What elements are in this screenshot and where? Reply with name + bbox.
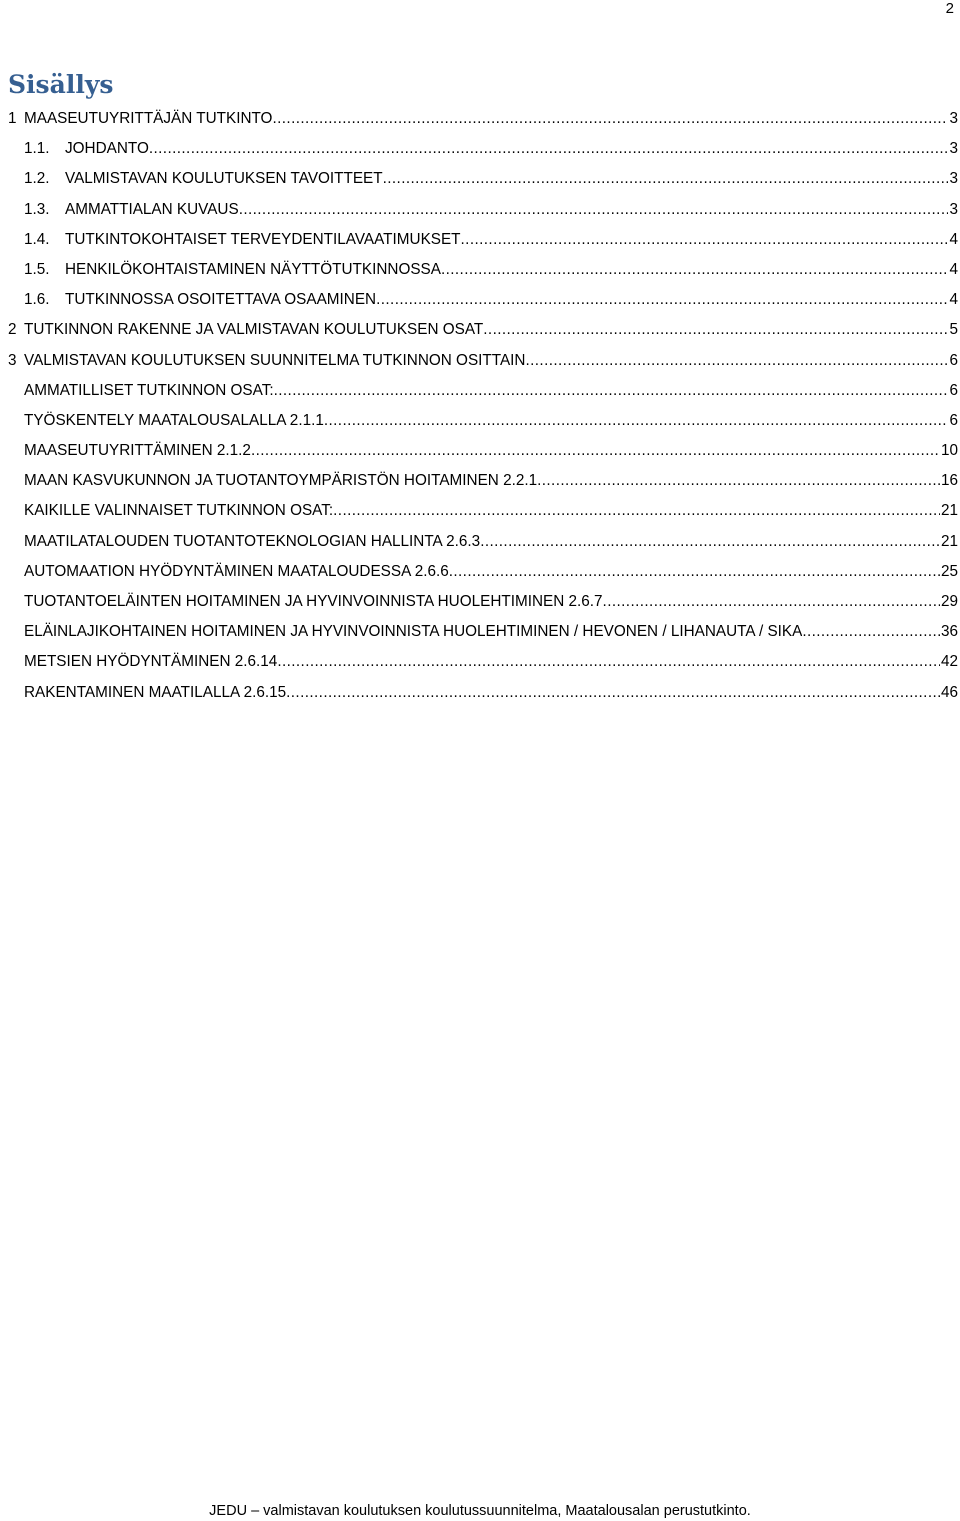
toc-entry-page: 5 (949, 321, 958, 339)
toc-entry[interactable] (8, 406, 958, 436)
toc-dot-leader (239, 195, 949, 225)
toc-dot-leader (333, 496, 940, 526)
toc-entry-title: TYÖSKENTELY MAATALOUSALALLA 2.1.1 (24, 411, 324, 429)
toc-dot-leader (324, 406, 949, 436)
toc-entry-title: TUTKINNOSSA OSOITETTAVA OSAAMINEN (65, 291, 377, 309)
toc-entry-number: 1.2. (24, 170, 50, 188)
toc-dot-leader (480, 527, 940, 557)
toc-entry[interactable] (8, 587, 958, 617)
toc-entry-title: KAIKILLE VALINNAISET TUTKINNON OSAT: (24, 502, 334, 520)
toc-entry[interactable] (8, 376, 958, 406)
toc-dot-leader (449, 557, 940, 587)
toc-entry-page: 36 (940, 623, 958, 641)
toc-entry[interactable] (8, 255, 958, 285)
toc-entry-page: 46 (940, 683, 958, 701)
toc-dot-leader (149, 134, 949, 164)
toc-entry-page: 4 (949, 230, 958, 248)
toc-dot-leader (274, 376, 949, 406)
toc-entry[interactable] (8, 557, 958, 587)
toc-entry[interactable] (8, 195, 958, 225)
toc-entry-title: MAASEUTUYRITTÄJÄN TUTKINTO (24, 110, 273, 127)
toc-entry-page: 6 (949, 381, 958, 399)
toc-entry-page: 3 (949, 140, 958, 158)
page-footer: JEDU – valmistavan koulutuksen koulutussuunnitelma, Maatalousalan perustutkinto. (209, 1503, 751, 1519)
toc-entry[interactable] (8, 315, 958, 345)
toc-entry-page: 4 (949, 291, 958, 309)
toc-dot-leader (483, 315, 948, 345)
toc-entry-number: 1.4. (24, 230, 50, 248)
toc-dot-leader (603, 587, 940, 617)
toc-entry[interactable] (8, 225, 958, 255)
toc-dot-leader (286, 678, 940, 708)
toc-entry-title: MAAN KASVUKUNNON JA TUOTANTOYMPÄRISTÖN HOITAMINEN 2.2.1 (24, 472, 538, 490)
toc-entry-title: VALMISTAVAN KOULUTUKSEN SUUNNITELMA TUTKINNON OSITTAIN (24, 351, 526, 369)
toc-entry-page: 10 (940, 442, 958, 460)
toc-entry-title: JOHDANTO (65, 140, 149, 158)
toc-title: Sisällys (8, 70, 114, 99)
toc-dot-leader (272, 104, 948, 134)
toc-entry-page: 29 (940, 593, 958, 610)
toc-entry-title: METSIEN HYÖDYNTÄMINEN 2.6.14 (24, 653, 278, 671)
toc-entry-title: AMMATTIALAN KUVAUS (65, 200, 239, 218)
toc-entry-page: 42 (940, 653, 958, 671)
toc-dot-leader (277, 647, 940, 677)
toc-entry-title: TUTKINTOKOHTAISET TERVEYDENTILAVAATIMUKSET (65, 230, 461, 248)
toc-entry[interactable] (8, 104, 958, 134)
page-number: 2 (945, 0, 954, 17)
toc-entry-number: 3 (8, 351, 17, 369)
toc-entry-number: 2 (8, 321, 17, 339)
toc-entry-page: 3 (949, 110, 958, 127)
toc-dot-leader (802, 617, 940, 647)
toc-entry[interactable] (8, 527, 958, 557)
toc-entry-title: AMMATILLISET TUTKINNON OSAT: (24, 381, 274, 399)
toc-entry[interactable] (8, 285, 958, 315)
toc-entry-title: TUOTANTOELÄINTEN HOITAMINEN JA HYVINVOINNISTA HUOLEHTIMINEN 2.6.7 (24, 593, 603, 610)
toc-entry-title: AUTOMAATION HYÖDYNTÄMINEN MAATALOUDESSA 2.6.6 (24, 562, 449, 580)
toc-entry-page: 6 (949, 351, 958, 369)
toc-entry[interactable] (8, 164, 958, 194)
toc-dot-leader (525, 346, 948, 376)
toc-entry-title: HENKILÖKOHTAISTAMINEN NÄYTTÖTUTKINNOSSA (65, 260, 441, 278)
toc-entry-page: 21 (940, 532, 958, 550)
toc-entry-page: 21 (940, 502, 958, 520)
toc-entry-page: 16 (940, 472, 958, 490)
toc-dot-leader (383, 164, 949, 194)
toc-entry[interactable] (8, 436, 958, 466)
toc-dot-leader (441, 255, 949, 285)
toc-entry[interactable] (8, 647, 958, 677)
toc-dot-leader (251, 436, 940, 466)
toc-entry-number: 1.1. (24, 140, 50, 158)
toc-entry-title: MAASEUTUYRITTÄMINEN 2.1.2 (24, 442, 251, 460)
toc-entry-page: 4 (949, 260, 958, 278)
toc-entry-page: 25 (940, 562, 958, 580)
toc-dot-leader (537, 466, 940, 496)
toc-entry[interactable] (8, 496, 958, 526)
toc-entry-number: 1.5. (24, 260, 50, 278)
toc-entry-title: VALMISTAVAN KOULUTUKSEN TAVOITTEET (65, 170, 383, 188)
toc-entry-page: 3 (949, 170, 958, 188)
toc-entry-title: ELÄINLAJIKOHTAINEN HOITAMINEN JA HYVINVOINNISTA HUOLEHTIMINEN / HEVONEN / LIHANAUTA / SIKA (24, 623, 803, 641)
toc-dot-leader (376, 285, 948, 315)
toc-entry-title: TUTKINNON RAKENNE JA VALMISTAVAN KOULUTUKSEN OSAT (24, 321, 484, 339)
toc-entry-title: RAKENTAMINEN MAATILALLA 2.6.15 (24, 683, 287, 701)
toc-entry[interactable] (8, 617, 958, 647)
toc-entry-page: 3 (949, 200, 958, 218)
toc-entry-title: MAATILATALOUDEN TUOTANTOTEKNOLOGIAN HALLINTA 2.6.3 (24, 532, 481, 550)
toc-entry[interactable] (8, 134, 958, 164)
toc-entry-number: 1.3. (24, 200, 50, 218)
toc-entry-number: 1 (8, 110, 17, 127)
toc-entry[interactable] (8, 678, 958, 708)
toc-entry-page: 6 (949, 411, 958, 429)
table-of-contents (8, 104, 958, 708)
toc-entry[interactable] (8, 346, 958, 376)
toc-entry-number: 1.6. (24, 291, 50, 309)
toc-dot-leader (461, 225, 949, 255)
toc-entry[interactable] (8, 466, 958, 496)
